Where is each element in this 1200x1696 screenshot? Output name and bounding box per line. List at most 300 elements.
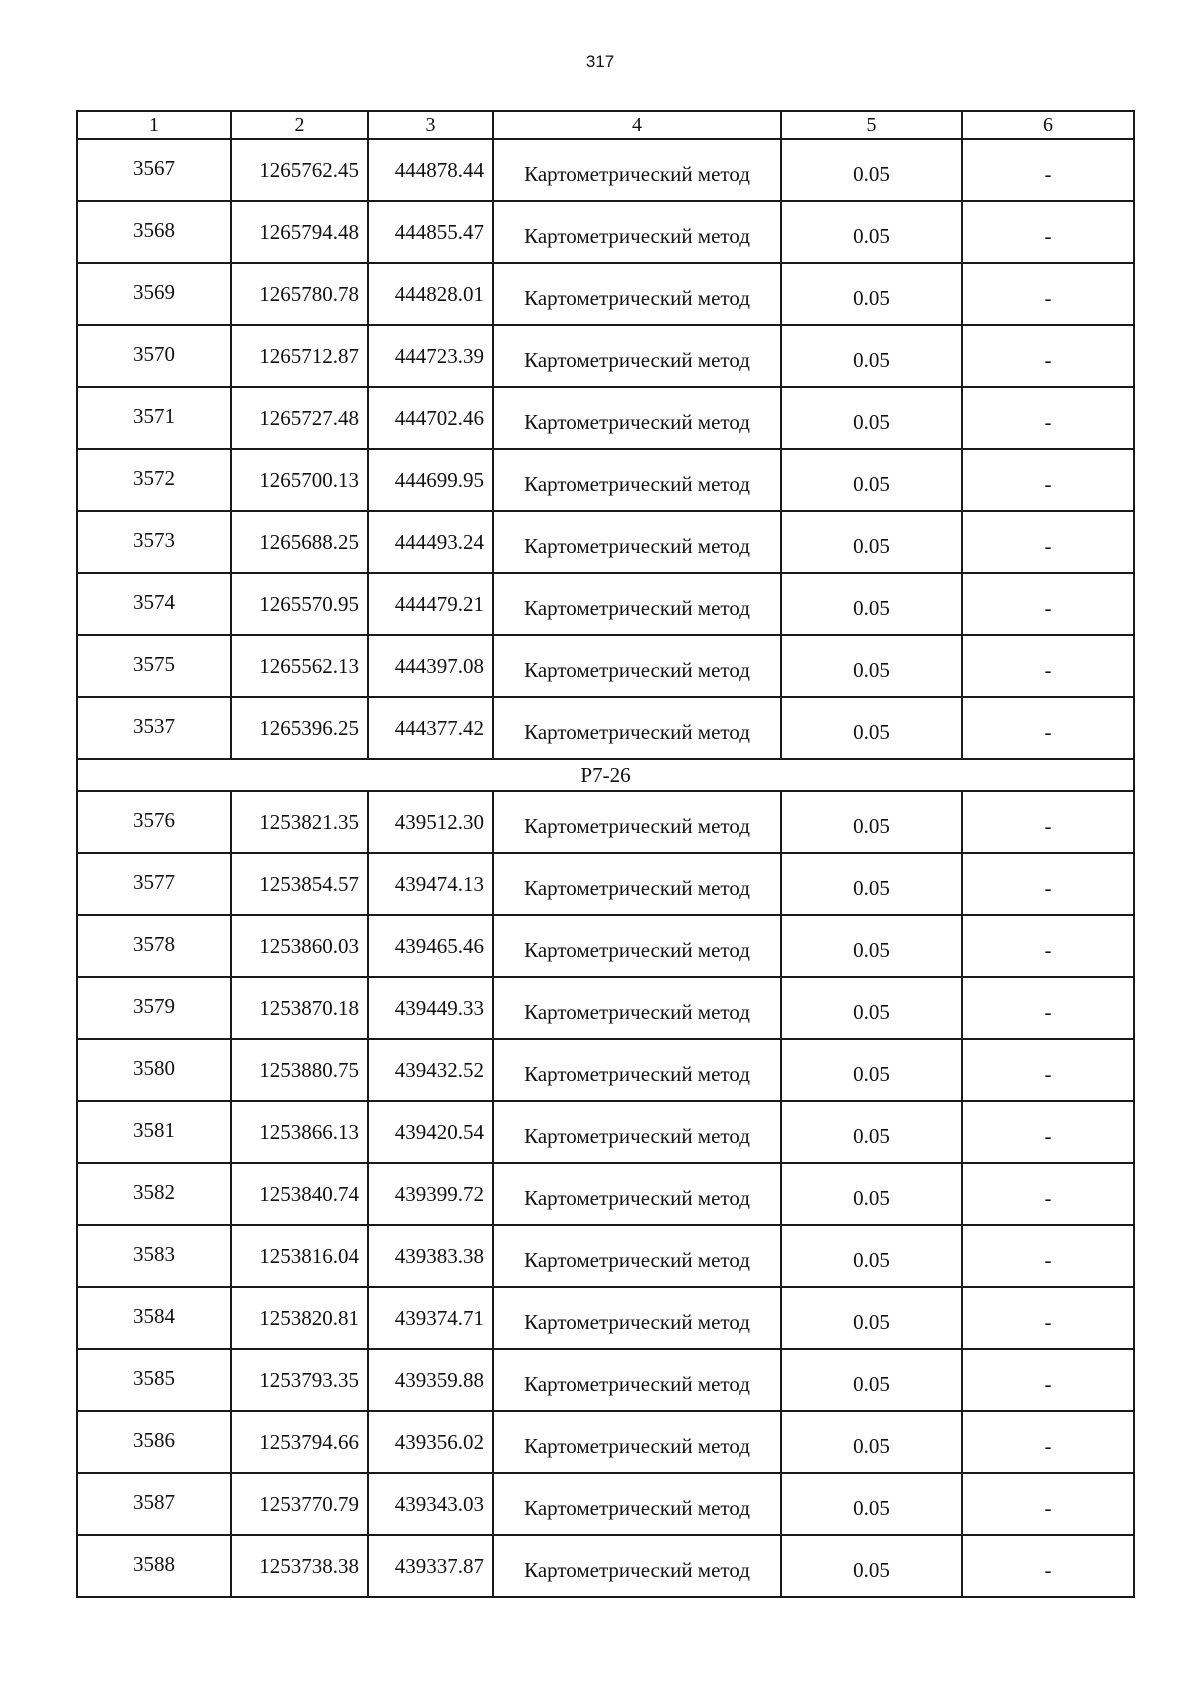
y-coordinate-cell [368,325,493,387]
x-coordinate-cell-text: 1253793.35 [259,1368,359,1392]
point-number-cell [77,1473,231,1535]
y-coordinate-cell [368,573,493,635]
method-cell [493,853,781,915]
x-coordinate-cell [231,139,368,201]
point-number-cell [77,1101,231,1163]
note-cell [962,1163,1134,1225]
point-number-cell-text: 3576 [133,808,175,832]
accuracy-cell [781,915,962,977]
y-coordinate-cell [368,977,493,1039]
table-row [77,201,1134,263]
point-number-cell [77,1349,231,1411]
method-cell-text: Картометрический метод [524,1248,750,1272]
method-cell-text: Картометрический метод [524,596,750,620]
table-row [77,387,1134,449]
accuracy-cell [781,977,962,1039]
table-row [77,1535,1134,1597]
x-coordinate-cell [231,449,368,511]
point-number-cell-text: 3575 [133,652,175,676]
point-number-cell [77,201,231,263]
method-cell-text: Картометрический метод [524,814,750,838]
accuracy-cell [781,511,962,573]
accuracy-cell-text: 0.05 [853,534,890,558]
point-number-cell [77,1535,231,1597]
point-number-cell [77,1163,231,1225]
x-coordinate-cell [231,1411,368,1473]
point-number-cell [77,573,231,635]
note-cell [962,1225,1134,1287]
y-coordinate-cell-text: 439474.13 [394,872,484,896]
column-header: 6 [962,111,1134,139]
table-row [77,1349,1134,1411]
note-cell-text: - [1044,1310,1052,1334]
note-cell [962,1349,1134,1411]
x-coordinate-cell [231,387,368,449]
table-row [77,449,1134,511]
point-number-cell [77,1039,231,1101]
table-row [77,1163,1134,1225]
method-cell-text: Картометрический метод [524,1000,750,1024]
y-coordinate-cell-text: 439512.30 [394,810,484,834]
note-cell-text: - [1044,472,1052,496]
y-coordinate-cell [368,1535,493,1597]
point-number-cell-text: 3581 [133,1118,175,1142]
point-number-cell-text: 3583 [133,1242,175,1266]
accuracy-cell [781,635,962,697]
point-number-cell-text: 3574 [133,590,175,614]
y-coordinate-cell-text: 439374.71 [394,1306,484,1330]
method-cell [493,1535,781,1597]
note-cell [962,915,1134,977]
note-cell [962,791,1134,853]
accuracy-cell-text: 0.05 [853,472,890,496]
accuracy-cell-text: 0.05 [853,1434,890,1458]
note-cell [962,1287,1134,1349]
y-coordinate-cell [368,1411,493,1473]
note-cell [962,263,1134,325]
note-cell [962,387,1134,449]
table-row [77,635,1134,697]
accuracy-cell-text: 0.05 [853,286,890,310]
y-coordinate-cell [368,139,493,201]
method-cell-text: Картометрический метод [524,1310,750,1334]
method-cell [493,263,781,325]
point-number-cell-text: 3537 [133,714,175,738]
column-header: 4 [493,111,781,139]
y-coordinate-cell [368,791,493,853]
y-coordinate-cell-text: 444702.46 [394,406,484,430]
accuracy-cell-text: 0.05 [853,658,890,682]
x-coordinate-cell [231,1287,368,1349]
point-number-cell-text: 3587 [133,1490,175,1514]
point-number-cell-text: 3585 [133,1366,175,1390]
accuracy-cell-text: 0.05 [853,224,890,248]
method-cell [493,449,781,511]
method-cell-text: Картометрический метод [524,1186,750,1210]
y-coordinate-cell [368,1287,493,1349]
note-cell-text: - [1044,286,1052,310]
point-number-cell-text: 3579 [133,994,175,1018]
coordinates-table [76,110,1135,1598]
table-row [77,915,1134,977]
x-coordinate-cell-text: 1253794.66 [259,1430,359,1454]
point-number-cell-text: 3571 [133,404,175,428]
method-cell [493,1039,781,1101]
x-coordinate-cell-text: 1253738.38 [259,1554,359,1578]
note-cell [962,201,1134,263]
x-coordinate-cell [231,201,368,263]
table-row [77,263,1134,325]
point-number-cell [77,791,231,853]
method-cell [493,1225,781,1287]
point-number-cell [77,635,231,697]
x-coordinate-cell-text: 1265780.78 [259,282,359,306]
accuracy-cell [781,1225,962,1287]
x-coordinate-cell-text: 1253821.35 [259,810,359,834]
point-number-cell [77,449,231,511]
point-number-cell [77,1287,231,1349]
x-coordinate-cell-text: 1253860.03 [259,934,359,958]
point-number-cell [77,1225,231,1287]
method-cell [493,791,781,853]
x-coordinate-cell [231,635,368,697]
note-cell-text: - [1044,658,1052,682]
y-coordinate-cell-text: 444878.44 [394,158,484,182]
table-row [77,1039,1134,1101]
accuracy-cell-text: 0.05 [853,410,890,434]
accuracy-cell-text: 0.05 [853,348,890,372]
x-coordinate-cell-text: 1265794.48 [259,220,359,244]
y-coordinate-cell [368,1349,493,1411]
accuracy-cell [781,1473,962,1535]
table-row [77,853,1134,915]
method-cell [493,139,781,201]
y-coordinate-cell-text: 444377.42 [394,716,484,740]
y-coordinate-cell-text: 439420.54 [394,1120,484,1144]
x-coordinate-cell-text: 1253870.18 [259,996,359,1020]
note-cell [962,573,1134,635]
method-cell-text: Картометрический метод [524,534,750,558]
x-coordinate-cell-text: 1265396.25 [259,716,359,740]
section-title: Р7-26 [77,759,1134,791]
note-cell [962,139,1134,201]
method-cell [493,573,781,635]
accuracy-cell-text: 0.05 [853,1372,890,1396]
method-cell-text: Картометрический метод [524,720,750,744]
y-coordinate-cell-text: 439449.33 [394,996,484,1020]
point-number-cell-text: 3588 [133,1552,175,1576]
note-cell [962,325,1134,387]
x-coordinate-cell [231,1349,368,1411]
point-number-cell-text: 3578 [133,932,175,956]
accuracy-cell [781,1535,962,1597]
x-coordinate-cell-text: 1265570.95 [259,592,359,616]
accuracy-cell [781,1349,962,1411]
method-cell-text: Картометрический метод [524,1558,750,1582]
method-cell [493,1411,781,1473]
point-number-cell-text: 3567 [133,156,175,180]
note-cell [962,1101,1134,1163]
note-cell [962,449,1134,511]
table-row [77,977,1134,1039]
y-coordinate-cell-text: 439337.87 [394,1554,484,1578]
accuracy-cell-text: 0.05 [853,1062,890,1086]
accuracy-cell [781,853,962,915]
method-cell-text: Картометрический метод [524,658,750,682]
x-coordinate-cell-text: 1265727.48 [259,406,359,430]
accuracy-cell-text: 0.05 [853,1186,890,1210]
method-cell [493,915,781,977]
accuracy-cell [781,201,962,263]
y-coordinate-cell [368,915,493,977]
accuracy-cell-text: 0.05 [853,1310,890,1334]
note-cell-text: - [1044,1062,1052,1086]
x-coordinate-cell [231,263,368,325]
method-cell-text: Картометрический метод [524,1124,750,1148]
note-cell-text: - [1044,1434,1052,1458]
method-cell-text: Картометрический метод [524,348,750,372]
y-coordinate-cell [368,1039,493,1101]
y-coordinate-cell-text: 439465.46 [394,934,484,958]
y-coordinate-cell [368,387,493,449]
x-coordinate-cell-text: 1253866.13 [259,1120,359,1144]
point-number-cell-text: 3586 [133,1428,175,1452]
x-coordinate-cell-text: 1253816.04 [259,1244,359,1268]
table-row [77,1411,1134,1473]
table-header-row [77,111,1134,139]
point-number-cell [77,915,231,977]
point-number-cell [77,263,231,325]
point-number-cell [77,387,231,449]
method-cell [493,1349,781,1411]
y-coordinate-cell-text: 444397.08 [394,654,484,678]
method-cell-text: Картометрический метод [524,472,750,496]
method-cell [493,1473,781,1535]
x-coordinate-cell [231,1163,368,1225]
x-coordinate-cell [231,511,368,573]
y-coordinate-cell [368,263,493,325]
note-cell-text: - [1044,938,1052,962]
accuracy-cell-text: 0.05 [853,938,890,962]
table-row [77,1101,1134,1163]
method-cell [493,1101,781,1163]
note-cell-text: - [1044,1558,1052,1582]
x-coordinate-cell-text: 1265712.87 [259,344,359,368]
point-number-cell-text: 3584 [133,1304,175,1328]
x-coordinate-cell [231,915,368,977]
x-coordinate-cell [231,573,368,635]
accuracy-cell-text: 0.05 [853,162,890,186]
table-row [77,1473,1134,1535]
section-header-row [77,759,1134,791]
method-cell [493,387,781,449]
accuracy-cell [781,325,962,387]
y-coordinate-cell-text: 444699.95 [394,468,484,492]
note-cell-text: - [1044,596,1052,620]
accuracy-cell-text: 0.05 [853,1558,890,1582]
x-coordinate-cell [231,791,368,853]
note-cell-text: - [1044,814,1052,838]
x-coordinate-cell-text: 1253770.79 [259,1492,359,1516]
table-row [77,139,1134,201]
y-coordinate-cell-text: 444828.01 [394,282,484,306]
note-cell [962,1039,1134,1101]
method-cell-text: Картометрический метод [524,224,750,248]
point-number-cell [77,977,231,1039]
accuracy-cell-text: 0.05 [853,876,890,900]
y-coordinate-cell [368,635,493,697]
note-cell [962,697,1134,759]
method-cell-text: Картометрический метод [524,1062,750,1086]
method-cell-text: Картометрический метод [524,410,750,434]
accuracy-cell [781,1039,962,1101]
method-cell-text: Картометрический метод [524,1372,750,1396]
x-coordinate-cell [231,1225,368,1287]
table-row [77,1287,1134,1349]
y-coordinate-cell [368,853,493,915]
point-number-cell-text: 3580 [133,1056,175,1080]
note-cell [962,1535,1134,1597]
note-cell-text: - [1044,1124,1052,1148]
accuracy-cell [781,263,962,325]
point-number-cell-text: 3577 [133,870,175,894]
column-header: 1 [77,111,231,139]
point-number-cell [77,139,231,201]
note-cell-text: - [1044,534,1052,558]
column-header: 2 [231,111,368,139]
x-coordinate-cell [231,977,368,1039]
x-coordinate-cell [231,853,368,915]
x-coordinate-cell-text: 1265762.45 [259,158,359,182]
accuracy-cell [781,387,962,449]
note-cell-text: - [1044,224,1052,248]
method-cell [493,511,781,573]
x-coordinate-cell [231,325,368,387]
method-cell [493,201,781,263]
accuracy-cell [781,791,962,853]
x-coordinate-cell [231,1039,368,1101]
point-number-cell-text: 3570 [133,342,175,366]
method-cell-text: Картометрический метод [524,1496,750,1520]
table-body [77,111,1134,1597]
accuracy-cell [781,573,962,635]
accuracy-cell [781,1411,962,1473]
table-row [77,573,1134,635]
x-coordinate-cell-text: 1265562.13 [259,654,359,678]
note-cell-text: - [1044,410,1052,434]
accuracy-cell [781,1101,962,1163]
method-cell [493,1287,781,1349]
x-coordinate-cell-text: 1265700.13 [259,468,359,492]
accuracy-cell-text: 0.05 [853,1496,890,1520]
accuracy-cell-text: 0.05 [853,720,890,744]
accuracy-cell-text: 0.05 [853,1000,890,1024]
x-coordinate-cell [231,697,368,759]
page-number: 317 [585,52,615,71]
point-number-cell-text: 3572 [133,466,175,490]
note-cell [962,635,1134,697]
table-row [77,511,1134,573]
accuracy-cell-text: 0.05 [853,814,890,838]
note-cell-text: - [1044,1248,1052,1272]
point-number-cell-text: 3569 [133,280,175,304]
point-number-cell-text: 3568 [133,218,175,242]
x-coordinate-cell [231,1535,368,1597]
note-cell-text: - [1044,1000,1052,1024]
method-cell [493,325,781,387]
point-number-cell-text: 3573 [133,528,175,552]
method-cell [493,1163,781,1225]
method-cell-text: Картометрический метод [524,162,750,186]
point-number-cell [77,697,231,759]
point-number-cell [77,1411,231,1473]
y-coordinate-cell [368,511,493,573]
x-coordinate-cell-text: 1253840.74 [259,1182,359,1206]
accuracy-cell-text: 0.05 [853,1124,890,1148]
x-coordinate-cell-text: 1253854.57 [259,872,359,896]
accuracy-cell [781,139,962,201]
method-cell [493,697,781,759]
accuracy-cell [781,697,962,759]
method-cell-text: Картометрический метод [524,938,750,962]
accuracy-cell-text: 0.05 [853,596,890,620]
table-row [77,697,1134,759]
note-cell-text: - [1044,876,1052,900]
point-number-cell-text: 3582 [133,1180,175,1204]
x-coordinate-cell-text: 1265688.25 [259,530,359,554]
y-coordinate-cell-text: 439356.02 [394,1430,484,1454]
note-cell [962,853,1134,915]
table-row [77,325,1134,387]
point-number-cell [77,853,231,915]
accuracy-cell [781,449,962,511]
y-coordinate-cell-text: 444493.24 [394,530,484,554]
accuracy-cell-text: 0.05 [853,1248,890,1272]
y-coordinate-cell-text: 444479.21 [394,592,484,616]
y-coordinate-cell-text: 439399.72 [394,1182,484,1206]
accuracy-cell [781,1287,962,1349]
method-cell-text: Картометрический метод [524,1434,750,1458]
y-coordinate-cell [368,1101,493,1163]
x-coordinate-cell [231,1473,368,1535]
note-cell [962,1473,1134,1535]
y-coordinate-cell-text: 439383.38 [394,1244,484,1268]
note-cell-text: - [1044,1496,1052,1520]
note-cell-text: - [1044,348,1052,372]
y-coordinate-cell [368,1163,493,1225]
y-coordinate-cell [368,1473,493,1535]
y-coordinate-cell-text: 444855.47 [394,220,484,244]
y-coordinate-cell [368,449,493,511]
column-header: 3 [368,111,493,139]
table-row [77,1225,1134,1287]
x-coordinate-cell [231,1101,368,1163]
note-cell-text: - [1044,720,1052,744]
method-cell-text: Картометрический метод [524,876,750,900]
note-cell-text: - [1044,1372,1052,1396]
method-cell-text: Картометрический метод [524,286,750,310]
x-coordinate-cell-text: 1253820.81 [259,1306,359,1330]
note-cell [962,977,1134,1039]
y-coordinate-cell-text: 439343.03 [394,1492,484,1516]
note-cell-text: - [1044,1186,1052,1210]
table-row [77,791,1134,853]
note-cell [962,511,1134,573]
y-coordinate-cell [368,697,493,759]
column-header: 5 [781,111,962,139]
y-coordinate-cell [368,1225,493,1287]
method-cell [493,977,781,1039]
